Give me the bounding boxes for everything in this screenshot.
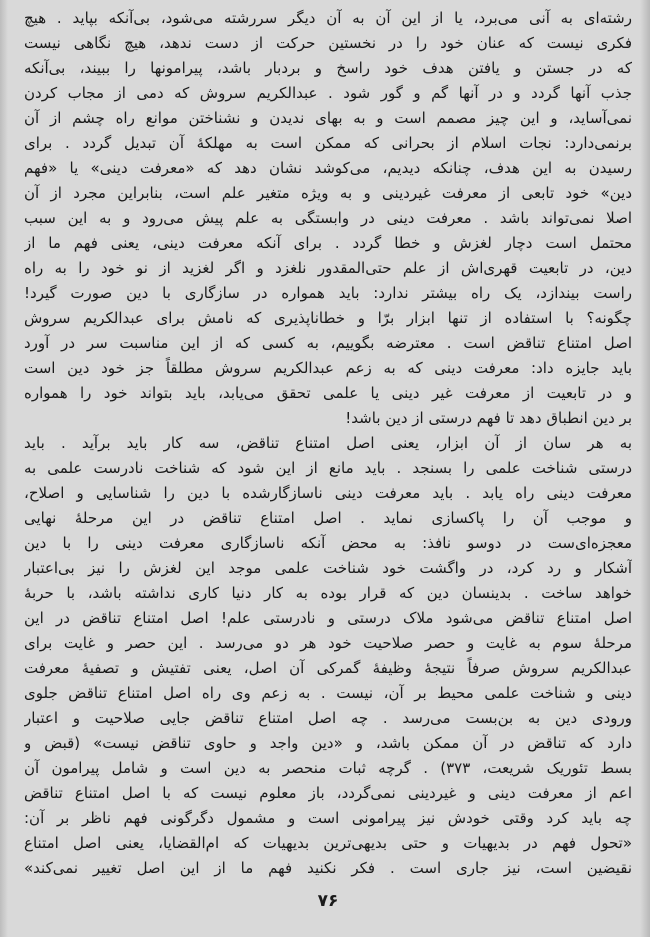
text-line: دین، در تابعیت قهری‌اش از علم حتی‌المقدور نلغزد و اگر لغزید از نو خود را به راه <box>24 259 632 277</box>
text-line: درستی شناخت علمی را بسنجد . باید مانع از این شود که شناخت نادرست علمی به <box>24 459 632 477</box>
text-line: و در تابعیت از معرفت غیر دینی یا علمی تحقق می‌یابد، باید بتواند خود را همواره <box>24 384 632 402</box>
text-line: عبدالکریم سروش صرفاً نتیجهٔ وظیفهٔ گمرکی آن اصل، یعنی تفتیش و تصفیهٔ معرفت <box>24 659 632 677</box>
text-line: ورودی دین به بن‌بست می‌رسد . چه اصل امتناع تناقض جایی صلاحیت و اعتبار <box>24 709 632 727</box>
text-line: معرفت دینی راه یابد . باید معرفت دینی ناسازگارشده با دین را شناسایی و اصلاح، <box>24 484 632 502</box>
text-line: فکری نیست که عنان خود را در نخستین حرکت از دست ندهد، هیچ نگاهی نیست <box>24 34 632 52</box>
text-line: که در جستن و یافتن هدف خود راسخ و بردبار باشد، پیرامونها را ببیند، بی‌آنکه <box>24 59 632 77</box>
text-line: معجزه‌ای‌ست در دوسو نافذ: به محض آنکه ناسازگاری معرفت دینی را با دین <box>24 534 632 552</box>
text-line: نمی‌آساید، و این چیز مصمم است و به بهای ندیدن و نشناختن موانع راه چشم از آن <box>24 109 632 127</box>
text-line: «تحول فهم در بدیهیات و حتی بدیهی‌ترین بدیهیات که ام‌القضایا، یعنی اصل امتناع <box>24 834 632 852</box>
text-line: اصل امتناع تناقض است . معترضه بگوییم، به کسی که از این مناسبت سر در آورد <box>24 334 632 352</box>
text-line: بسط تئوریک شریعت، ۳۷۳) . گرچه ثبات منحصر به دین است و شامل پیرامون آن <box>24 759 632 777</box>
page-number: ۷۶ <box>317 891 339 911</box>
text-line: آشکار و رد کرد، در واگشت خود شناخت علمی موجد این لغزش را نیز بی‌اعتبار <box>24 559 632 577</box>
scan-shadow-right <box>640 0 650 937</box>
text-line: راست بیندازد، یک راه بیشتر ندارد: باید همواره در سازگاری با دین صورت گیرد! <box>24 284 632 302</box>
text-line: چه باید کرد وقتی خودش نیز پیرامونی است و مشمول دگرگونی فهم ناظر بر آن: <box>24 809 632 827</box>
text-line: برنمی‌دارد: نجات اسلام از بحرانی که ممکن است به مهلکهٔ آن تبدیل گردد . برای <box>24 134 632 152</box>
scan-shadow-left <box>0 0 8 937</box>
paragraph-1 <box>24 6 632 431</box>
paragraph-2 <box>24 431 632 881</box>
text-line: محتمل است دچار لغزش و خطا گردد . برای آنکه معرفت دینی، یعنی فهم ما از <box>24 234 632 252</box>
text-line: بر دین انطباق دهد تا فهم درستی از دین باشد! <box>345 409 632 427</box>
text-line: دارد که تناقض در آن ممکن باشد، و «دین واجد و حاوی تناقض نیست» (قبض و <box>24 734 632 752</box>
text-line: رسیدن به این هدف، چنانکه دیدیم، می‌کوشد نشان دهد که «معرفت دینی» یا «فهم <box>24 159 632 177</box>
text-line: اعم از معرفت دینی و غیردینی نمی‌گردد، باز معلوم نیست که با اصل امتناع تناقض <box>24 784 632 802</box>
text-line: مرحلهٔ سوم به غایت و حصر صلاحیت خود هر دو می‌رسد . این حصر و غایت برای <box>24 634 632 652</box>
text-line: به هر سان از آن ابزار، یعنی اصل امتناع تناقض، سه کار باید برآید . باید <box>24 434 632 452</box>
text-line: دین» خود تابعی از معرفت غیردینی و به ویژه متغیر علم است، بنابراین مجرد از آن <box>24 184 632 202</box>
text-line: اصل امتناع تناقض می‌شود ملاک درستی و نادرستی علم! اصل امتناع تناقض در این <box>24 609 632 627</box>
text-line: اصلا نمی‌تواند باشد . معرفت دینی در وابستگی به علم پیش می‌رود و به این سبب <box>24 209 632 227</box>
text-line: باید جایزه داد: معرفت دینی که به زعم عبدالکریم سروش مطلقاً جز خود دین است <box>24 359 632 377</box>
book-page <box>24 6 632 934</box>
text-line: نقیضین است، نیز جاری است . فکر نکنید فهم ما از این اصل تغییر نمی‌کند» <box>24 859 632 877</box>
text-line: رشته‌ای به آنی می‌برد، یا از این آن به آن دیگر سررشته می‌شود، بی‌آنکه بپاید . هیچ <box>24 9 632 27</box>
text-line: و موجب آن را پاکسازی نماید . اصل امتناع تناقض در این مرحلهٔ نهایی <box>24 509 632 527</box>
text-line: چگونه؟ با استفاده از تنها ابزار برّا و خطاناپذیری که نامش برای عبدالکریم سروش <box>24 309 632 327</box>
text-line: دینی و شناخت علمی محیط بر آن، نیست . به زعم وی راه اصل امتناع تناقض جلوی <box>24 684 632 702</box>
text-line: خواهد ساخت . بدینسان دین که قرار بوده به کار دنیا کاری نداشته باشد، با حربهٔ <box>24 584 632 602</box>
text-line: جذب آنها گردد و در آنها گم و گور شود . عبدالکریم سروش که دمی از مجاب کردن <box>24 84 632 102</box>
